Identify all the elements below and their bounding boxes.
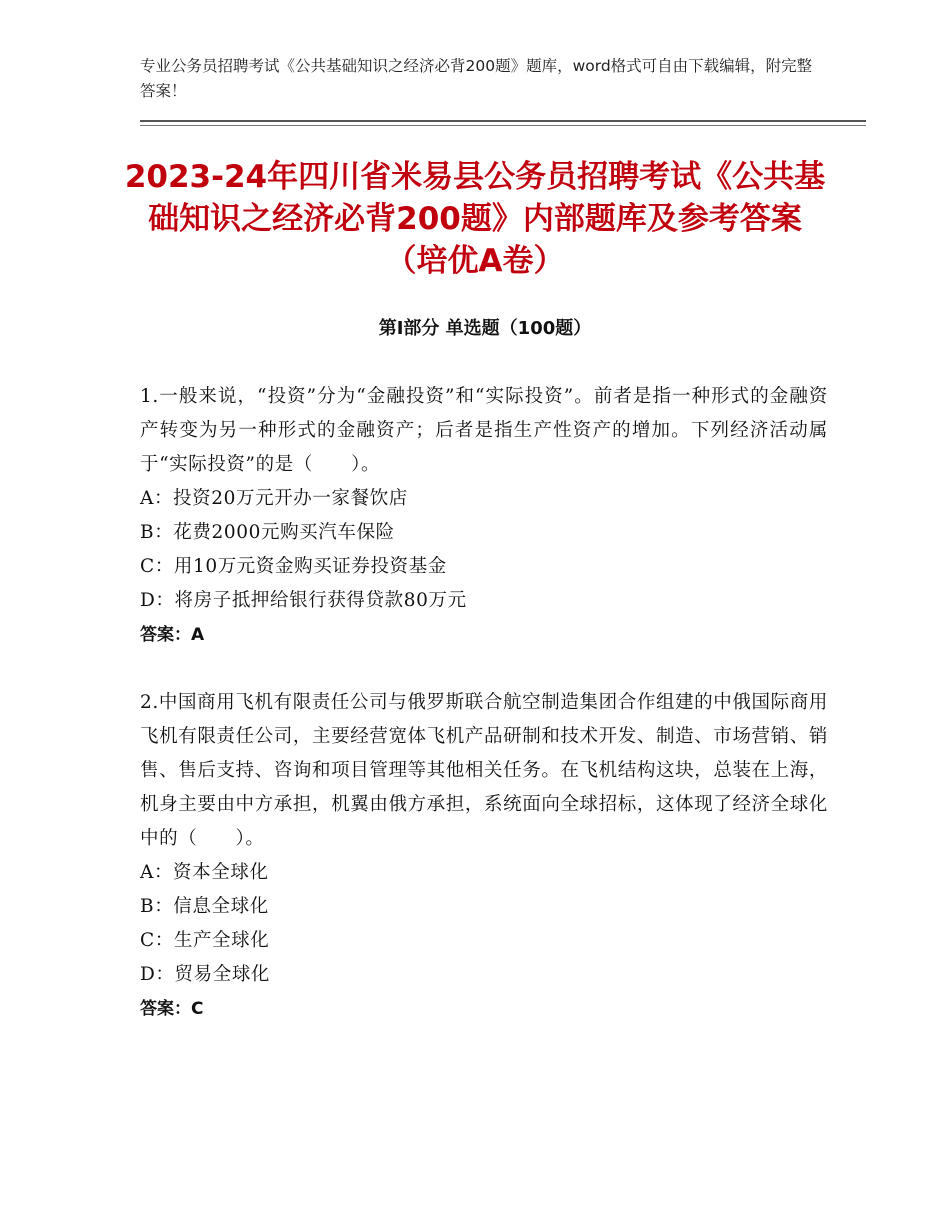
option-a: A：资本全球化 [140,862,269,883]
header-divider-thick [140,120,866,122]
answer: 答案：A [140,625,205,645]
header-note: 专业公务员招聘考试《公共基础知识之经济必背200题》题库，word格式可自由下载编辑，附完整答案！ [140,57,813,100]
question-1 [140,380,828,652]
question-2 [140,686,828,1026]
option-c: C：生产全球化 [140,930,270,951]
option-a: A：投资20万元开办一家餐饮店 [140,488,408,509]
question-stem: 2.中国商用飞机有限责任公司与俄罗斯联合航空制造集团合作组建的中俄国际商用飞机有限责任公司，主要经营宽体飞机产品研制和技术开发、制造、市场营销、销售、售后支持、咨询和项目管理等其他相关任务。在飞机结构这块，总装在上海，机身主要由中方承担，机翼由俄方承担，系统面向全球招标，这体现了经济全球化中的（ ）。 [140,692,828,849]
document-title: 2023-24年四川省米易县公务员招聘考试《公共基础知识之经济必背200题》内部题库及参考答案（培优A卷） [124,159,826,279]
option-b: B：花费2000元购买汽车保险 [140,522,395,543]
section-title: 第Ⅰ部分 单选题（100题） [378,318,592,339]
option-b: B：信息全球化 [140,896,269,917]
option-c: C：用10万元资金购买证券投资基金 [140,556,447,577]
option-d: D：将房子抵押给银行获得贷款80万元 [140,590,467,611]
header-divider-thin [140,125,866,126]
question-stem: 1.一般来说，“投资”分为“金融投资”和“实际投资”。前者是指一种形式的金融资产转变为另一种形式的金融资产；后者是指生产性资产的增加。下列经济活动属于“实际投资”的是（ ）。 [140,386,828,475]
option-d: D：贸易全球化 [140,964,271,985]
answer: 答案：C [140,999,204,1019]
